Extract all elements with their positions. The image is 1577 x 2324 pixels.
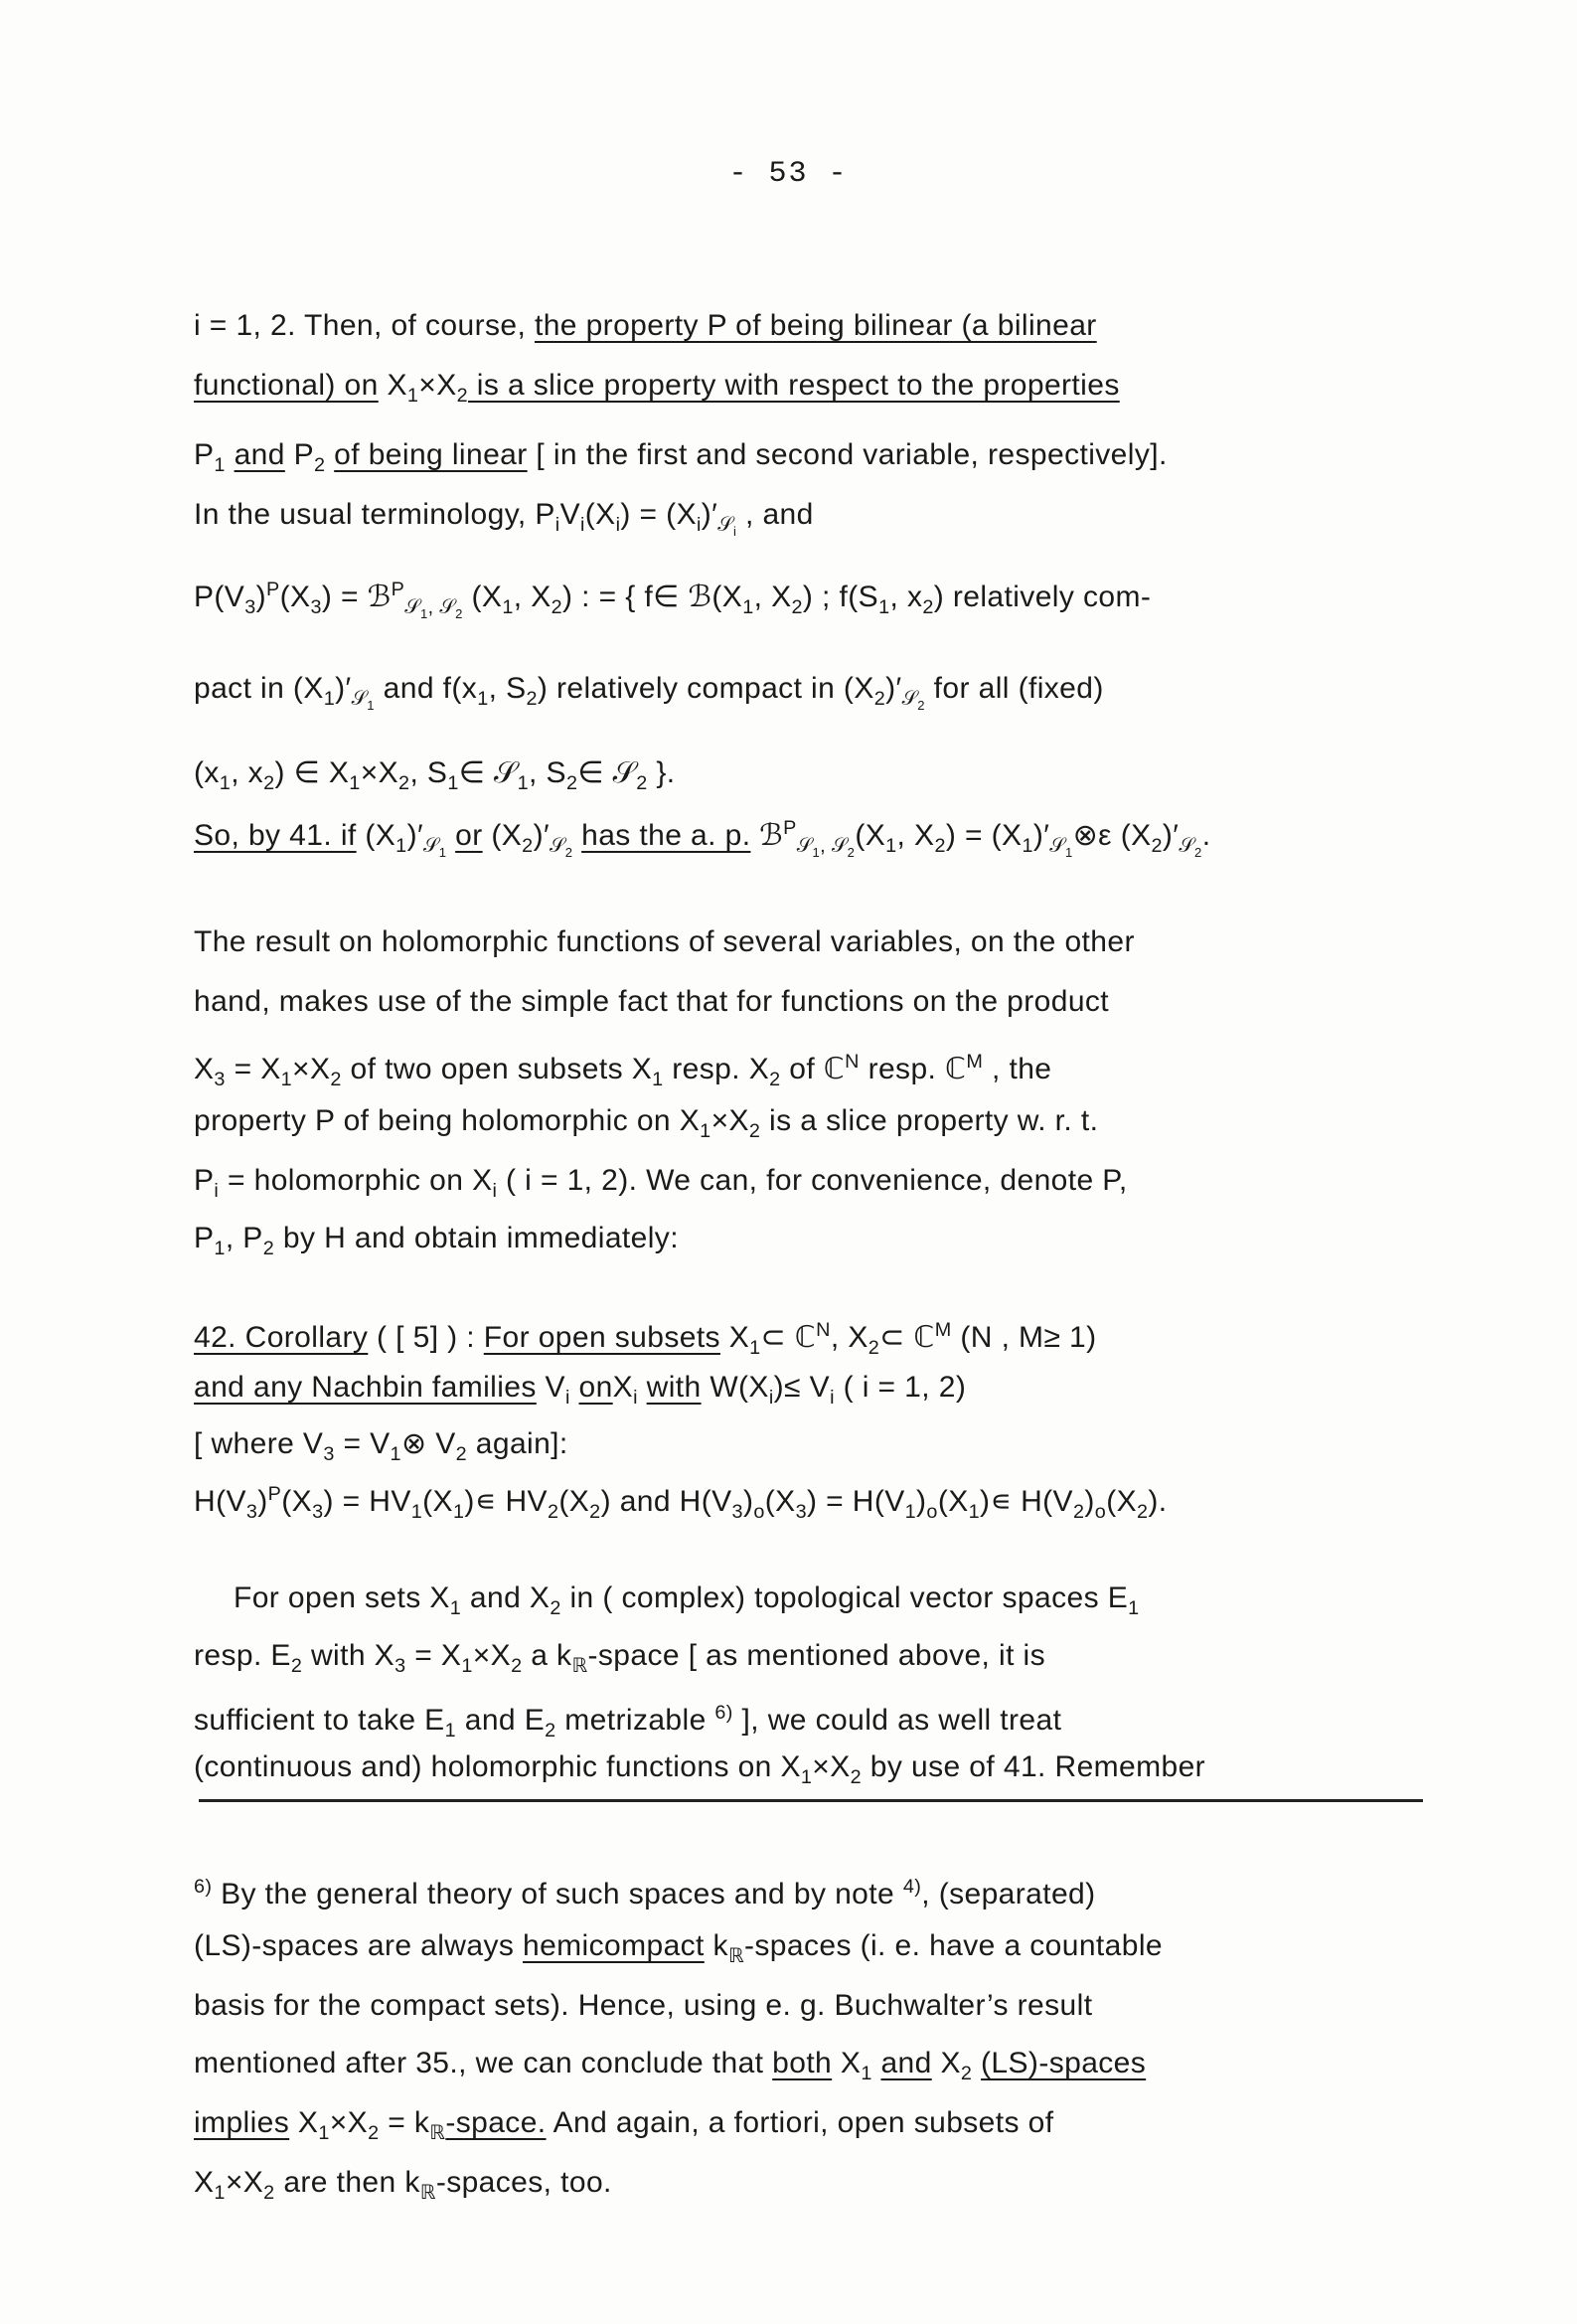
p1-line-5: $P(V_3)^P(X_3)$ = ℬ$^P_{𝒮_1, 𝒮_2}$ ($X_1$, $X_2$) : = { f∈ $ℬ(X_1$, $X_2$) ; $f(S_1$, $x_2$) relatively com- <box>194 579 1152 621</box>
corollary-line-2: and any Nachbin families $V_i$ onX$_i$ with $W(X_i)\le V_i$ ( i = 1, 2) <box>194 1371 967 1409</box>
p2-line-2: hand, makes use of the simple fact that for functions on the product <box>194 985 1110 1018</box>
p1-line-1: i = 1, 2. Then, of course, the property P of being bilinear (a bilinear <box>194 309 1097 342</box>
p1-line-7: ($x_1$, $x_2$) ∈ $X_1\times X_2$, $S_1\in$ 𝒮$_1$, $S_2\in$ 𝒮$_2$ }. <box>194 756 676 794</box>
page-number: - 53 - <box>728 157 849 191</box>
footnote-line-5: implies $X_1\times X_2$ = $k_ℝ$-space. And again, a fortiori, open subsets of <box>194 2106 1054 2144</box>
footnote-line-1: $^{6)}$ By the general theory of such spaces and by note $^{4)}$, (separated) <box>194 1876 1096 1910</box>
corollary-line-4: $H(V_3)^P(X_3)$ = $HV_1(X_1)∊$ $HV_2(X_2)$ and $H(V_3)_o(X_3)$ = $H(V_1)_o(X_1)∊$ $H(V_2)_o(X_2)$. <box>194 1483 1168 1523</box>
footnote-line-3: basis for the compact sets). Hence, using e. g. Buchwalter’s result <box>194 1989 1093 2022</box>
footnote-mark: 6) <box>194 1876 213 1898</box>
p2-line-1: The result on holomorphic functions of several variables, on the other <box>194 925 1135 958</box>
p1-line-6: pact in $(X_1)'_{𝒮_1}$ and $f(x_1$, $S_2$) relatively compact in $(X_2)'_{𝒮_2}$ for all (fixed) <box>194 672 1104 713</box>
corollary-title: 42. Corollary <box>194 1321 369 1354</box>
p3-line-2: resp. $E_2$ with $X_3 = X_1\times X_2$ a $k_ℝ$-space [ as mentioned above, it is <box>194 1639 1046 1677</box>
p2-line-6: $P_1$, $P_2$ by H and obtain immediately: <box>194 1222 679 1259</box>
corollary-line-1: 42. Corollary ( [ 5] ) : For open subsets $X_1\subset$ ℂ$^N$, $X_2\subset$ ℂ$^M$ (N , M≥ 1) <box>194 1319 1097 1359</box>
p1-line-2: functional) on $X_1\times X_2$ is a slice property with respect to the properties <box>194 369 1120 407</box>
p2-line-5: $P_i$ = holomorphic on $X_i$ ( i = 1, 2). We can, for convenience, denote P, <box>194 1164 1128 1202</box>
footnote-divider <box>199 1799 1423 1802</box>
p3-line-3: sufficient to take $E_1$ and $E_2$ metrizable $^{6)}$ ], we could as well treat <box>194 1702 1062 1742</box>
p1-line-8: So, by 41. if $(X_1)'_{𝒮_1}$ or $(X_2)'_{𝒮_2}$ has the a. p. $ℬ^P_{𝒮_1, 𝒮_2}(X_1$, $X_2$) = $(X_1)'_{𝒮_1}\otimes\varepsilon$ $(X_2)'_{𝒮_2}$. <box>194 817 1211 860</box>
p1-line-3: $P_1$ and $P_2$ of being linear [ in the first and second variable, respectively]. <box>194 438 1168 476</box>
corollary-line-3: [ where $V_3$ = $V_1\otimes$ $V_2$ again]: <box>194 1427 568 1465</box>
footnote-line-4: mentioned after 35., we can conclude that both $X_1$ and $X_2$ (LS)-spaces <box>194 2047 1147 2084</box>
footnote-line-2: (LS)-spaces are always hemicompact $k_ℝ$-spaces (i. e. have a countable <box>194 1929 1163 1967</box>
p2-line-3: $X_3 = X_1\times X_2$ of two open subsets $X_1$ resp. $X_2$ of ℂ$^N$ resp. ℂ$^M$ , the <box>194 1051 1052 1090</box>
p3-line-4: (continuous and) holomorphic functions on $X_1\times X_2$ by use of 41. Remember <box>194 1750 1206 1788</box>
footnote-line-6: $X_1\times X_2$ are then $k_ℝ$-spaces, too. <box>194 2166 612 2204</box>
p3-line-1: For open sets $X_1$ and $X_2$ in ( complex) topological vector spaces $E_1$ <box>234 1581 1140 1619</box>
p2-line-4: property P of being holomorphic on $X_1\times X_2$ is a slice property w. r. t. <box>194 1104 1099 1142</box>
p1-line-4: In the usual terminology, $P_iV_i(X_i) = (X_i)'_{𝒮_i}$ , and <box>194 498 814 539</box>
